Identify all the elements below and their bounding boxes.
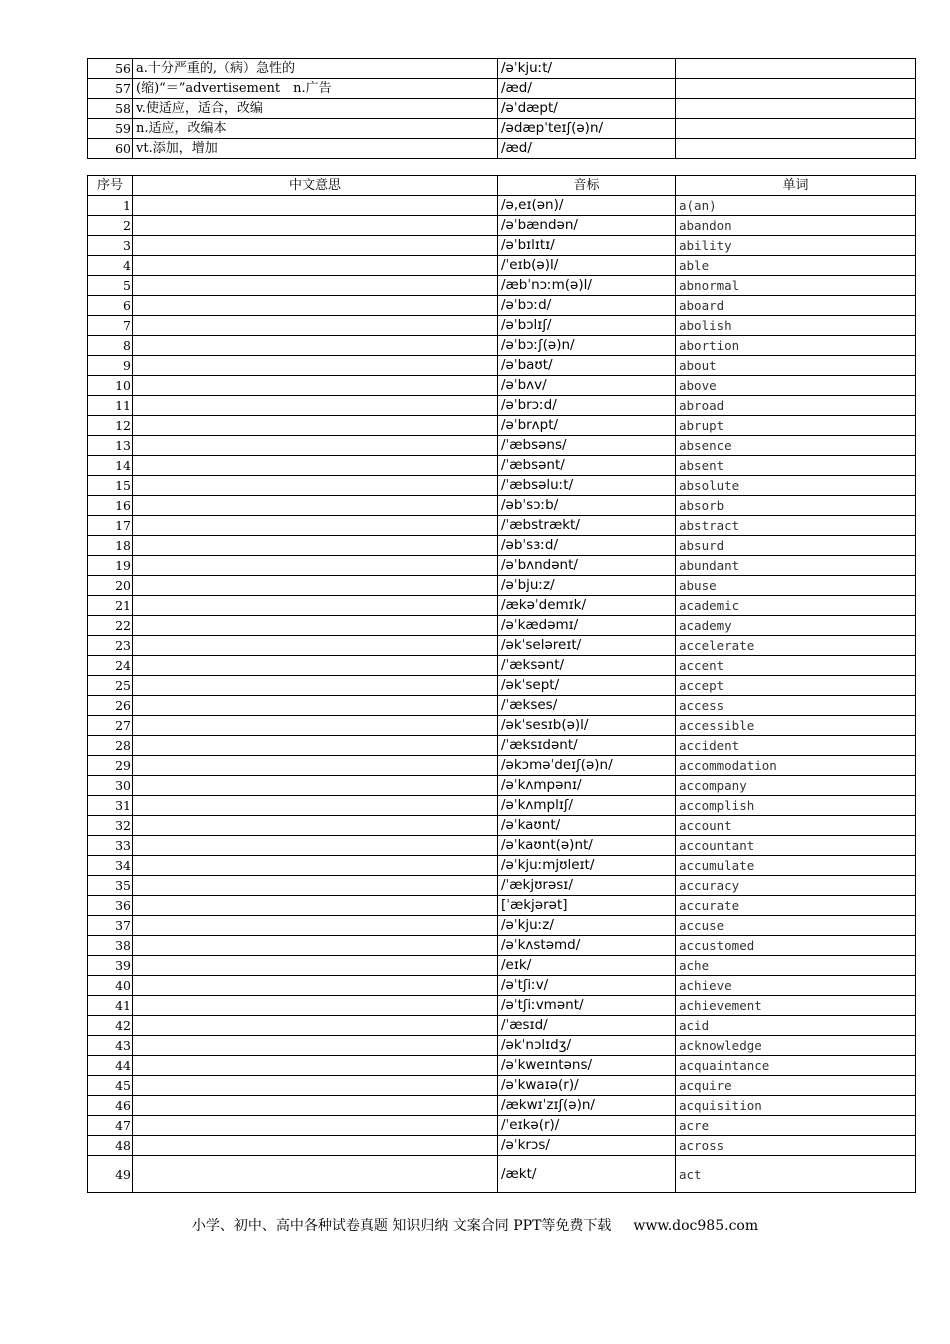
word-cell: above [676,376,916,396]
chinese-meaning-cell [133,576,498,596]
phonetic-cell: /əbˈsɜːd/ [498,536,676,556]
chinese-meaning-cell [133,216,498,236]
phonetic-cell: /əˈkweɪntəns/ [498,1056,676,1076]
phonetic-cell: /ədæpˈteɪʃ(ə)n/ [498,119,676,139]
word-cell: achievement [676,996,916,1016]
chinese-meaning-cell [133,316,498,336]
row-number: 3 [88,236,133,256]
chinese-meaning-cell [133,1016,498,1036]
table-row [88,876,916,896]
word-cell: across [676,1136,916,1156]
row-number: 60 [88,139,133,159]
phonetic-cell: /əˈdæpt/ [498,99,676,119]
phonetic-cell: /əkˈsept/ [498,676,676,696]
table-row [88,736,916,756]
word-cell: accustomed [676,936,916,956]
table-row [88,236,916,256]
phonetic-cell: /æbˈnɔːm(ə)l/ [498,276,676,296]
table-row [88,1056,916,1076]
row-number: 10 [88,376,133,396]
phonetic-cell: /əkɔməˈdeɪʃ(ə)n/ [498,756,676,776]
chinese-meaning-cell [133,296,498,316]
row-number: 42 [88,1016,133,1036]
chinese-meaning-cell [133,336,498,356]
chinese-meaning-cell [133,956,498,976]
table-row [88,676,916,696]
phonetic-cell: /əkˈsesɪb(ə)l/ [498,716,676,736]
phonetic-cell: /əˈbɔːd/ [498,296,676,316]
chinese-meaning-cell [133,796,498,816]
table-row [88,956,916,976]
chinese-meaning-cell [133,836,498,856]
word-cell [676,139,916,159]
word-cell: acquire [676,1076,916,1096]
row-number: 30 [88,776,133,796]
chinese-meaning-cell [133,196,498,216]
table-row [88,59,916,79]
row-number: 17 [88,516,133,536]
continued-vocab-body [88,59,916,159]
row-number: 39 [88,956,133,976]
phonetic-cell: /ˈæsɪd/ [498,1016,676,1036]
table-row [88,1136,916,1156]
phonetic-cell: /ə,eɪ(ən)/ [498,196,676,216]
word-cell: absent [676,456,916,476]
word-cell: accumulate [676,856,916,876]
header-word: 单词 [676,176,916,196]
chinese-meaning-cell [133,676,498,696]
phonetic-cell: /ˈæbsəns/ [498,436,676,456]
word-cell: academic [676,596,916,616]
phonetic-cell: [ˈækjərət] [498,896,676,916]
chinese-meaning-cell [133,1036,498,1056]
row-number: 27 [88,716,133,736]
chinese-meaning-cell: n.适应，改编本 [133,119,498,139]
table-row [88,836,916,856]
phonetic-cell: /eɪk/ [498,956,676,976]
row-number: 19 [88,556,133,576]
table-row [88,916,916,936]
chinese-meaning-cell [133,416,498,436]
phonetic-cell: /ˈæbsəluːt/ [498,476,676,496]
word-cell: abundant [676,556,916,576]
header-number: 序号 [88,176,133,196]
word-cell: acid [676,1016,916,1036]
word-cell: abrupt [676,416,916,436]
chinese-meaning-cell [133,436,498,456]
chinese-meaning-cell: a.十分严重的,（病）急性的 [133,59,498,79]
row-number: 4 [88,256,133,276]
chinese-meaning-cell [133,1076,498,1096]
table-row [88,816,916,836]
phonetic-cell: /əˈkʌmpənɪ/ [498,776,676,796]
table-row [88,536,916,556]
table-row [88,376,916,396]
word-cell: absolute [676,476,916,496]
chinese-meaning-cell [133,556,498,576]
phonetic-cell: /əˈtʃiːv/ [498,976,676,996]
table-row [88,496,916,516]
phonetic-cell: /əˈbændən/ [498,216,676,236]
phonetic-cell: /æd/ [498,139,676,159]
table-row [88,716,916,736]
word-cell: accessible [676,716,916,736]
chinese-meaning-cell [133,536,498,556]
chinese-meaning-cell: vt.添加，增加 [133,139,498,159]
phonetic-cell: /əˈkjuːmjʊleɪt/ [498,856,676,876]
row-number: 34 [88,856,133,876]
row-number: 26 [88,696,133,716]
row-number: 8 [88,336,133,356]
word-cell: abortion [676,336,916,356]
table-row [88,476,916,496]
word-cell: absence [676,436,916,456]
phonetic-cell: /əkˈnɔlɪdʒ/ [498,1036,676,1056]
row-number: 58 [88,99,133,119]
word-cell: academy [676,616,916,636]
phonetic-cell: /ˈæbsənt/ [498,456,676,476]
chinese-meaning-cell [133,356,498,376]
word-cell: abroad [676,396,916,416]
chinese-meaning-cell [133,656,498,676]
row-number: 22 [88,616,133,636]
word-cell: acquaintance [676,1056,916,1076]
row-number: 57 [88,79,133,99]
table-row [88,1096,916,1116]
word-cell: about [676,356,916,376]
table-row [88,556,916,576]
chinese-meaning-cell [133,236,498,256]
phonetic-cell: /əˈbɔlɪʃ/ [498,316,676,336]
phonetic-cell: /əˈtʃiːvmənt/ [498,996,676,1016]
chinese-meaning-cell [133,936,498,956]
row-number: 11 [88,396,133,416]
row-number: 47 [88,1116,133,1136]
phonetic-cell: /əˈkaʊnt/ [498,816,676,836]
phonetic-cell: /əˈkjuːz/ [498,916,676,936]
word-cell: a(an) [676,196,916,216]
table-row [88,416,916,436]
row-number: 1 [88,196,133,216]
word-cell: absorb [676,496,916,516]
header-chinese-meaning: 中文意思 [133,176,498,196]
phonetic-cell: /əˈbaʊt/ [498,356,676,376]
phonetic-cell: /ˈækses/ [498,696,676,716]
table-row [88,856,916,876]
word-cell [676,79,916,99]
chinese-meaning-cell [133,1056,498,1076]
row-number: 23 [88,636,133,656]
word-cell: accompany [676,776,916,796]
table-row [88,776,916,796]
row-number: 15 [88,476,133,496]
word-cell: accommodation [676,756,916,776]
footer [0,1215,950,1235]
row-number: 36 [88,896,133,916]
row-number: 33 [88,836,133,856]
row-number: 5 [88,276,133,296]
chinese-meaning-cell [133,276,498,296]
row-number: 12 [88,416,133,436]
table-row [88,1116,916,1136]
row-number: 40 [88,976,133,996]
chinese-meaning-cell [133,456,498,476]
vocab-table [87,175,916,1193]
row-number: 37 [88,916,133,936]
phonetic-cell: /əˈkædəmɪ/ [498,616,676,636]
chinese-meaning-cell [133,816,498,836]
phonetic-cell: /ˈæbstrækt/ [498,516,676,536]
table-row [88,976,916,996]
header-row [88,176,916,196]
table-row [88,1076,916,1096]
table-row [88,1036,916,1056]
chinese-meaning-cell [133,256,498,276]
table-row [88,276,916,296]
table-row [88,119,916,139]
phonetic-cell: /ækt/ [498,1156,676,1193]
phonetic-cell: /ˈæksɪdənt/ [498,736,676,756]
word-cell: accent [676,656,916,676]
phonetic-cell: /əˈbɪlɪtɪ/ [498,236,676,256]
phonetic-cell: /ækəˈdemɪk/ [498,596,676,616]
row-number: 38 [88,936,133,956]
word-cell: act [676,1156,916,1193]
row-number: 9 [88,356,133,376]
word-cell: achieve [676,976,916,996]
phonetic-cell: /əˈkʌstəmd/ [498,936,676,956]
table-row [88,216,916,236]
row-number: 32 [88,816,133,836]
word-cell: acquisition [676,1096,916,1116]
row-number: 28 [88,736,133,756]
phonetic-cell: /əˈkwaɪə(r)/ [498,1076,676,1096]
chinese-meaning-cell [133,716,498,736]
word-cell: abandon [676,216,916,236]
table-row [88,1016,916,1036]
vocab-body [88,196,916,1193]
chinese-meaning-cell [133,1136,498,1156]
header-phonetic: 音标 [498,176,676,196]
row-number: 44 [88,1056,133,1076]
row-number: 41 [88,996,133,1016]
table-row [88,436,916,456]
row-number: 14 [88,456,133,476]
word-cell: accuse [676,916,916,936]
word-cell: accept [676,676,916,696]
table-row [88,79,916,99]
table-row [88,316,916,336]
chinese-meaning-cell [133,976,498,996]
word-cell: accountant [676,836,916,856]
table-row [88,996,916,1016]
table-row [88,576,916,596]
row-number: 29 [88,756,133,776]
table-row [88,196,916,216]
row-number: 45 [88,1076,133,1096]
word-cell: abstract [676,516,916,536]
phonetic-cell: /əˈkjuːt/ [498,59,676,79]
word-cell: ability [676,236,916,256]
table-row [88,296,916,316]
table-row [88,696,916,716]
row-number: 46 [88,1096,133,1116]
table-row [88,139,916,159]
table-row [88,336,916,356]
phonetic-cell: /əˈbʌndənt/ [498,556,676,576]
footer-text: 小学、初中、高中各种试卷真题 知识归纳 文案合同 PPT等免费下载 [191,1218,612,1234]
chinese-meaning-cell [133,776,498,796]
word-cell: acknowledge [676,1036,916,1056]
row-number: 35 [88,876,133,896]
word-cell: able [676,256,916,276]
row-number: 20 [88,576,133,596]
row-number: 25 [88,676,133,696]
phonetic-cell: /əˈbjuːz/ [498,576,676,596]
chinese-meaning-cell [133,916,498,936]
phonetic-cell: /ˈeɪkə(r)/ [498,1116,676,1136]
word-cell: acre [676,1116,916,1136]
word-cell: accurate [676,896,916,916]
chinese-meaning-cell [133,1116,498,1136]
word-cell: abolish [676,316,916,336]
row-number: 7 [88,316,133,336]
row-number: 24 [88,656,133,676]
chinese-meaning-cell [133,1096,498,1116]
phonetic-cell: /əˈkrɔs/ [498,1136,676,1156]
table-row [88,396,916,416]
word-cell: account [676,816,916,836]
word-cell [676,119,916,139]
row-number: 2 [88,216,133,236]
chinese-meaning-cell [133,396,498,416]
phonetic-cell: /əˈbrʌpt/ [498,416,676,436]
word-cell: ache [676,956,916,976]
footer-url[interactable]: www.doc985.com [633,1218,759,1234]
phonetic-cell: /əˈkaʊnt(ə)nt/ [498,836,676,856]
phonetic-cell: /əˈbɔːʃ(ə)n/ [498,336,676,356]
table-row [88,99,916,119]
phonetic-cell: /əˈbrɔːd/ [498,396,676,416]
chinese-meaning-cell [133,496,498,516]
table-row [88,596,916,616]
word-cell [676,99,916,119]
chinese-meaning-cell [133,856,498,876]
word-cell [676,59,916,79]
phonetic-cell: /əˈbʌv/ [498,376,676,396]
chinese-meaning-cell [133,1156,498,1193]
word-cell: abnormal [676,276,916,296]
chinese-meaning-cell [133,876,498,896]
chinese-meaning-cell [133,616,498,636]
table-row [88,756,916,776]
table-row [88,896,916,916]
row-number: 18 [88,536,133,556]
word-cell: accomplish [676,796,916,816]
table-row [88,356,916,376]
row-number: 56 [88,59,133,79]
chinese-meaning-cell [133,896,498,916]
chinese-meaning-cell [133,696,498,716]
continued-vocab-table [87,58,916,159]
row-number: 59 [88,119,133,139]
word-cell: absurd [676,536,916,556]
phonetic-cell: /əbˈsɔːb/ [498,496,676,516]
chinese-meaning-cell [133,376,498,396]
table-row [88,456,916,476]
row-number: 6 [88,296,133,316]
phonetic-cell: /əkˈseləreɪt/ [498,636,676,656]
row-number: 43 [88,1036,133,1056]
word-cell: accelerate [676,636,916,656]
table-row [88,796,916,816]
phonetic-cell: /ˈækjʊrəsɪ/ [498,876,676,896]
row-number: 21 [88,596,133,616]
phonetic-cell: /ˈæksənt/ [498,656,676,676]
row-number: 49 [88,1156,133,1193]
row-number: 16 [88,496,133,516]
table-row [88,516,916,536]
row-number: 31 [88,796,133,816]
phonetic-cell: /ækwɪˈzɪʃ(ə)n/ [498,1096,676,1116]
row-number: 13 [88,436,133,456]
phonetic-cell: /əˈkʌmplɪʃ/ [498,796,676,816]
table-row [88,616,916,636]
chinese-meaning-cell [133,516,498,536]
word-cell: aboard [676,296,916,316]
chinese-meaning-cell: v.使适应，适合，改编 [133,99,498,119]
chinese-meaning-cell [133,636,498,656]
chinese-meaning-cell [133,756,498,776]
phonetic-cell: /ˈeɪb(ə)l/ [498,256,676,276]
chinese-meaning-cell [133,736,498,756]
table-row [88,656,916,676]
table-row [88,1156,916,1193]
word-cell: accuracy [676,876,916,896]
chinese-meaning-cell [133,996,498,1016]
row-number: 48 [88,1136,133,1156]
chinese-meaning-cell [133,476,498,496]
word-cell: accident [676,736,916,756]
table-row [88,636,916,656]
chinese-meaning-cell: (缩)“＝”advertisement n.广告 [133,79,498,99]
word-cell: access [676,696,916,716]
table-row [88,256,916,276]
phonetic-cell: /æd/ [498,79,676,99]
word-cell: abuse [676,576,916,596]
table-row [88,936,916,956]
chinese-meaning-cell [133,596,498,616]
